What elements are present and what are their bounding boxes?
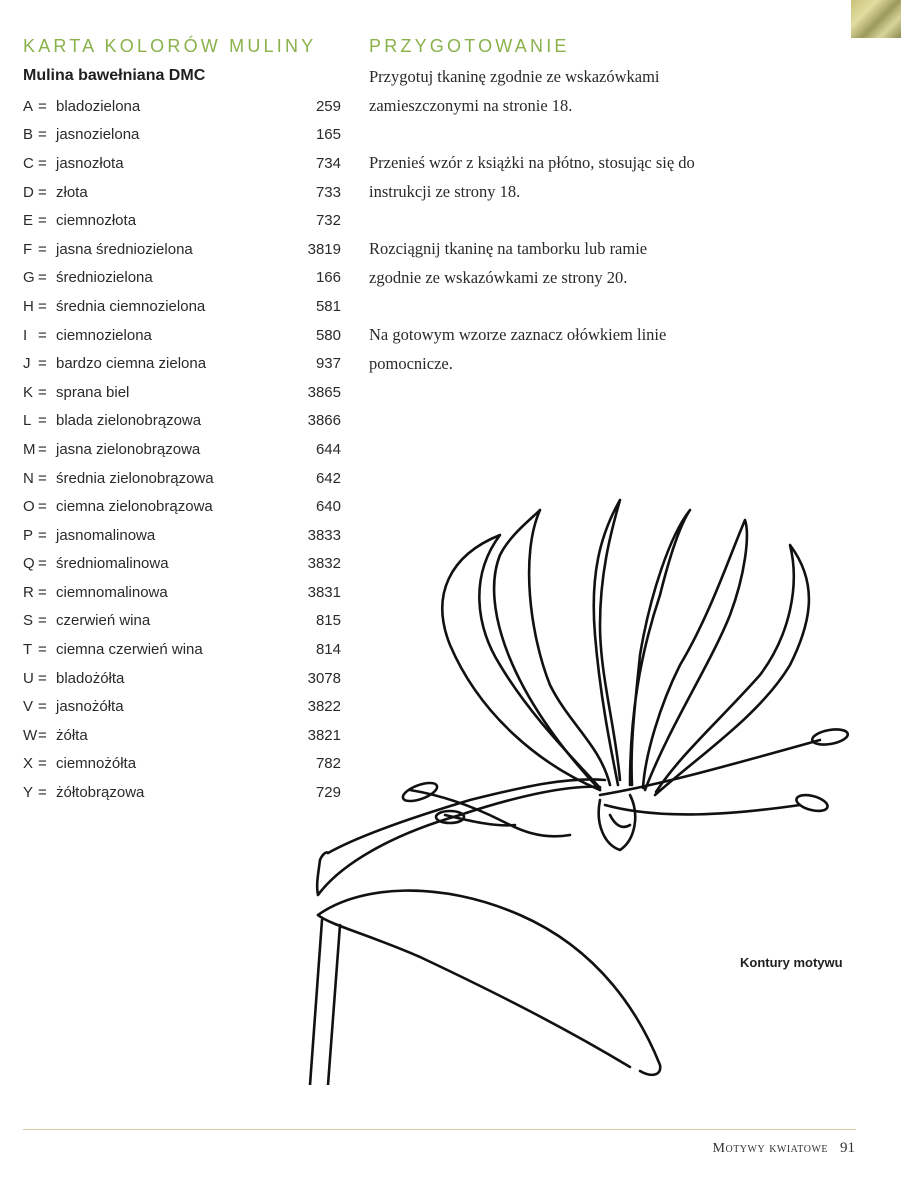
corner-color-swatch [851, 0, 901, 38]
color-row [23, 435, 341, 464]
equals-sign: = [38, 583, 47, 601]
color-row [23, 692, 341, 721]
color-name: ciemna zielonobrązowa [56, 498, 213, 516]
color-name: ciemnozłota [56, 212, 137, 230]
color-row [23, 178, 341, 207]
color-name: bladozielona [56, 97, 141, 115]
preparation-steps [369, 62, 699, 406]
color-letter: E [23, 212, 34, 230]
color-name: bardzo ciemna zielona [56, 355, 207, 373]
preparation-step-1: Przygotuj tkaninę zgodnie ze wskazówkami zamieszczonymi na stronie 18. [369, 67, 660, 115]
color-name: średniomalinowa [56, 555, 169, 573]
color-name: sprana biel [56, 383, 130, 401]
color-letter: S [23, 612, 34, 630]
equals-sign: = [38, 183, 47, 201]
equals-sign: = [38, 498, 47, 516]
color-name: jasnożółta [56, 698, 124, 716]
dmc-code: 937 [315, 355, 341, 373]
dmc-code: 581 [315, 297, 341, 315]
thread-type-subheading: Mulina bawełniana DMC [23, 67, 206, 84]
motif-caption: Kontury motywu [740, 955, 843, 970]
dmc-code: 734 [315, 154, 341, 172]
color-letter: G [23, 269, 35, 287]
color-row [23, 464, 341, 493]
color-name: średniozielona [56, 269, 153, 287]
color-row [23, 664, 341, 693]
color-name: ciemnożółta [56, 755, 137, 773]
color-chart-list [23, 92, 341, 807]
color-name: ciemnomalinowa [56, 583, 168, 601]
color-letter: F [23, 240, 33, 258]
color-letter: O [23, 498, 35, 516]
equals-sign: = [38, 698, 47, 716]
color-row [23, 635, 341, 664]
color-name: blada zielonobrązowa [56, 412, 202, 430]
color-name: bladożółta [56, 669, 125, 687]
color-letter: L [23, 412, 32, 430]
dmc-code: 3833 [307, 526, 341, 544]
equals-sign: = [38, 154, 47, 172]
color-row [23, 578, 341, 607]
dmc-code: 815 [315, 612, 341, 630]
color-row [23, 321, 341, 350]
color-row [23, 206, 341, 235]
color-row [23, 235, 341, 264]
dmc-code: 166 [315, 269, 341, 287]
color-name: złota [56, 183, 88, 201]
equals-sign: = [38, 212, 47, 230]
footer-section-title: Motywy kwiatowe [712, 1141, 828, 1156]
color-letter: X [23, 755, 34, 773]
dmc-code: 782 [315, 755, 341, 773]
equals-sign: = [38, 469, 47, 487]
color-row [23, 349, 341, 378]
color-name: żółta [56, 726, 88, 744]
color-letter: M [23, 440, 36, 458]
color-letter: C [23, 154, 34, 172]
color-name: ciemna czerwień wina [56, 641, 203, 659]
color-letter: H [23, 297, 34, 315]
color-letter: R [23, 583, 34, 601]
dmc-code: 814 [315, 641, 341, 659]
color-row [23, 778, 341, 807]
equals-sign: = [38, 326, 47, 344]
color-name: czerwień wina [56, 612, 151, 630]
equals-sign: = [38, 126, 47, 144]
color-name: jasna zielonobrązowa [56, 440, 201, 458]
dmc-code: 580 [315, 326, 341, 344]
color-letter: U [23, 669, 34, 687]
color-letter: N [23, 469, 34, 487]
color-row [23, 292, 341, 321]
color-letter: J [23, 355, 31, 373]
page-footer [713, 1140, 855, 1157]
equals-sign: = [38, 355, 47, 373]
color-letter: W [23, 726, 38, 744]
color-row [23, 378, 341, 407]
color-letter: B [23, 126, 34, 144]
footer-rule [23, 1129, 856, 1130]
equals-sign: = [38, 555, 47, 573]
equals-sign: = [38, 641, 47, 659]
dmc-code: 732 [315, 212, 341, 230]
dmc-code: 259 [315, 97, 341, 115]
color-row [23, 721, 341, 750]
color-name: jasna średniozielona [56, 240, 193, 258]
dmc-code: 644 [315, 440, 341, 458]
equals-sign: = [38, 97, 47, 115]
color-letter: P [23, 526, 34, 544]
preparation-step-3: Rozciągnij tkaninę na tamborku lub ramie zgodnie ze wskazówkami ze strony 20. [369, 239, 648, 287]
dmc-code: 642 [315, 469, 341, 487]
equals-sign: = [38, 383, 47, 401]
color-letter: Y [23, 784, 34, 802]
color-letter: T [23, 641, 33, 659]
color-row [23, 550, 341, 579]
color-row [23, 121, 341, 150]
preparation-heading: PRZYGOTOWANIE [369, 36, 570, 56]
color-row [23, 264, 341, 293]
equals-sign: = [38, 784, 47, 802]
dmc-code: 3821 [307, 726, 341, 744]
dmc-code: 3822 [307, 698, 341, 716]
equals-sign: = [38, 412, 47, 430]
color-row [23, 92, 341, 121]
color-name: jasnomalinowa [56, 526, 156, 544]
color-name: średnia ciemnozielona [56, 297, 206, 315]
dmc-code: 729 [315, 784, 341, 802]
color-name: jasnozielona [56, 126, 140, 144]
color-chart-heading: KARTA KOLORÓW MULINY [23, 36, 317, 56]
equals-sign: = [38, 269, 47, 287]
color-letter: D [23, 183, 34, 201]
dmc-code: 3866 [307, 412, 341, 430]
flower-outline-drawing [300, 495, 860, 1085]
color-row [23, 750, 341, 779]
dmc-code: 3865 [307, 383, 341, 401]
equals-sign: = [38, 755, 47, 773]
color-row [23, 607, 341, 636]
color-row [23, 149, 341, 178]
equals-sign: = [38, 240, 47, 258]
equals-sign: = [38, 669, 47, 687]
color-row [23, 407, 341, 436]
page-number: 91 [840, 1140, 855, 1156]
dmc-code: 3078 [307, 669, 341, 687]
color-letter: K [23, 383, 34, 401]
equals-sign: = [38, 726, 47, 744]
preparation-step-4: Na gotowym wzorze zaznacz ołówkiem linie pomocnicze. [369, 325, 667, 373]
equals-sign: = [38, 526, 47, 544]
color-letter: A [23, 97, 34, 115]
equals-sign: = [38, 297, 47, 315]
dmc-code: 3832 [307, 555, 341, 573]
dmc-code: 165 [315, 126, 341, 144]
equals-sign: = [38, 440, 47, 458]
color-name: średnia zielonobrązowa [56, 469, 214, 487]
color-name: jasnozłota [56, 154, 124, 172]
dmc-code: 733 [315, 183, 341, 201]
dmc-code: 3819 [307, 240, 341, 258]
preparation-step-2: Przenieś wzór z książki na płótno, stosując się do instrukcji ze strony 18. [369, 153, 695, 201]
color-letter: Q [23, 555, 35, 573]
equals-sign: = [38, 612, 47, 630]
color-name: żółtobrązowa [56, 784, 145, 802]
color-name: ciemnozielona [56, 326, 152, 344]
color-letter: I [23, 326, 28, 344]
dmc-code: 3831 [307, 583, 341, 601]
color-row [23, 521, 341, 550]
color-letter: V [23, 698, 34, 716]
dmc-code: 640 [315, 498, 341, 516]
color-row [23, 492, 341, 521]
